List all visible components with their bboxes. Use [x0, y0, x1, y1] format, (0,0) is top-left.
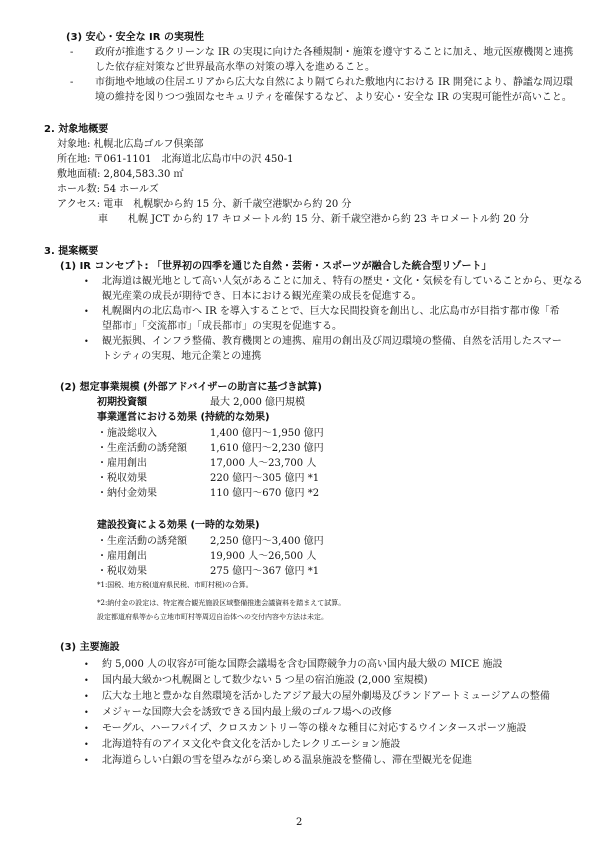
- site-access-car: 車 札幌 JCT から約 17 キロメートル約 15 分、新千歳空港から約 23 キロメートル約 20 分: [98, 214, 530, 225]
- concept-item-1-line-1: 北海道は観光地として高い人気があることに加え、特有の歴史・文化・気候を有していることから、更なる: [102, 276, 583, 287]
- facility-item: 広大な土地と豊かな自然環境を活かしたアジア最大の屋外劇場及びランドアートミュージアムの整備: [102, 691, 550, 702]
- ops-label: ・雇用創出: [97, 458, 147, 469]
- footnote-2-line-1: *2:納付金の設定は、特定複合観光施設区域整備推進会議資料を踏まえて試算。: [97, 599, 346, 607]
- ops-label: ・税収効果: [97, 473, 147, 484]
- page-number: 2: [296, 817, 303, 828]
- initial-investment-value: 最大 2,000 億円規模: [210, 397, 305, 408]
- footnote-2-line-2: 設定都道府県等から立地市町村等周辺自治体への交付内容や方法は未定。: [97, 613, 328, 621]
- safety-item-1-line-2: した依存症対策など世界最高水準の対策の導入を進めること。: [95, 62, 375, 73]
- facility-item: メジャーな国際大会を誘致できる国内最上級のゴルフ場への改修: [102, 707, 392, 718]
- site-name: 対象地: 札幌北広島ゴルフ倶楽部: [57, 139, 204, 150]
- site-area: 敷地面積: 2,804,583.30 ㎡: [57, 169, 184, 180]
- build-label: ・生産活動の誘発額: [97, 536, 187, 547]
- business-scale-heading: (2) 想定事業規模 (外部アドバイザーの助言に基づき試算): [60, 382, 323, 393]
- ir-concept: (1) IR コンセプト: 「世界初の四季を通じた自然・芸術・スポーツが融合した統合型リゾート」: [60, 261, 492, 272]
- concept-item-2-line-1: 札幌圏内の北広島市へ IR を導入することで、巨大な民間投資を創出し、北広島市が目指す都市像「希: [102, 306, 560, 317]
- concept-item-2-line-2: 望都市」「交流都市」「成長都市」の実現を促進する。: [102, 321, 342, 332]
- build-value: 2,250 億円～3,400 億円: [210, 536, 324, 547]
- bullet-marker: •: [84, 277, 89, 286]
- safety-item-1-line-1: 政府が推進するクリーンな IR の実現に向けた各種規制・施策を遵守することに加え、地元医療機関と連携: [95, 47, 574, 58]
- site-address: 所在地: 〒061-1101 北海道北広島市中の沢 450-1: [57, 154, 294, 165]
- bullet-marker: •: [84, 756, 89, 765]
- ops-value: 110 億円～670 億円 *2: [210, 488, 320, 499]
- bullet-marker: •: [84, 692, 89, 701]
- bullet-marker: •: [84, 724, 89, 733]
- build-label: ・雇用創出: [97, 551, 147, 562]
- build-value: 275 億円～367 億円 *1: [210, 566, 320, 577]
- safety-item-2-line-1: 市街地や地域の住居エリアから広大な自然により隔てられた敷地内における IR 開発により、静謐な周辺環: [95, 77, 573, 88]
- section-safety-heading: (3) 安心・安全な IR の実現性: [66, 32, 204, 43]
- safety-item-2-line-2: 境の維持を図りつつ強固なセキュリティを確保するなど、より安心・安全な IR の実現可能性が高いこと。: [95, 92, 572, 103]
- site-overview-heading: 2. 対象地概要: [44, 124, 109, 135]
- ops-label: ・生産活動の誘発額: [97, 443, 187, 454]
- construction-effects-heading: 建設投資による効果 (一時的な効果): [97, 520, 260, 531]
- bullet-marker: •: [84, 660, 89, 669]
- initial-investment-label: 初期投資額: [97, 397, 147, 408]
- facility-item: 北海道らしい白銀の雪を望みながら楽しめる温泉施設を整備し、滞在型観光を促進: [102, 755, 472, 766]
- bullet-marker: •: [84, 676, 89, 685]
- ops-value: 220 億円～305 億円 *1: [210, 473, 320, 484]
- bullet-marker: •: [84, 337, 89, 346]
- facility-item: 国内最大級かつ札幌圏として数少ない 5 つ星の宿泊施設 (2,000 室規模): [102, 675, 428, 686]
- bullet-marker: •: [84, 307, 89, 316]
- concept-item-3-line-1: 観光振興、インフラ整備、教育機関との連携、雇用の創出及び周辺環境の整備、自然を活用したスマー: [102, 336, 562, 347]
- ops-value: 17,000 人～23,700 人: [210, 458, 317, 469]
- main-facilities-heading: (3) 主要施設: [60, 642, 120, 653]
- footnote-1: *1:国税、地方税(道府県民税、市町村税)の合算。: [97, 581, 253, 589]
- facility-item: 北海道特有のアイヌ文化や食文化を活かしたレクリエーション施設: [102, 739, 401, 750]
- facility-item: 約 5,000 人の収容が可能な国際会議場を含む国際競争力の高い国内最大級の MICE 施設: [102, 659, 503, 670]
- ops-value: 1,610 億円～2,230 億円: [210, 443, 324, 454]
- ops-label: ・施設総収入: [97, 428, 157, 439]
- ops-value: 1,400 億円～1,950 億円: [210, 428, 324, 439]
- ops-label: ・納付金効果: [97, 488, 157, 499]
- site-access-train: アクセス: 電車 札幌駅から約 15 分、新千歳空港駅から約 20 分: [57, 199, 352, 210]
- dash-marker: -: [70, 77, 74, 88]
- operations-effects-heading: 事業運営における効果 (持続的な効果): [97, 412, 270, 423]
- proposal-heading: 3. 提案概要: [44, 246, 99, 257]
- bullet-marker: •: [84, 708, 89, 717]
- facility-item: モーグル、ハーフパイプ、クロスカントリー等の様々な種目に対応するウインタースポーツ施設: [102, 723, 527, 734]
- concept-item-3-line-2: トシティの実現、地元企業との連携: [102, 351, 262, 362]
- dash-marker: -: [70, 47, 74, 58]
- build-label: ・税収効果: [97, 566, 147, 577]
- bullet-marker: •: [84, 740, 89, 749]
- concept-item-1-line-2: 観光産業の成長が期待でき、日本における観光産業の成長を促進する。: [102, 291, 422, 302]
- site-holes: ホール数: 54 ホールズ: [57, 184, 159, 195]
- build-value: 19,900 人～26,500 人: [210, 551, 317, 562]
